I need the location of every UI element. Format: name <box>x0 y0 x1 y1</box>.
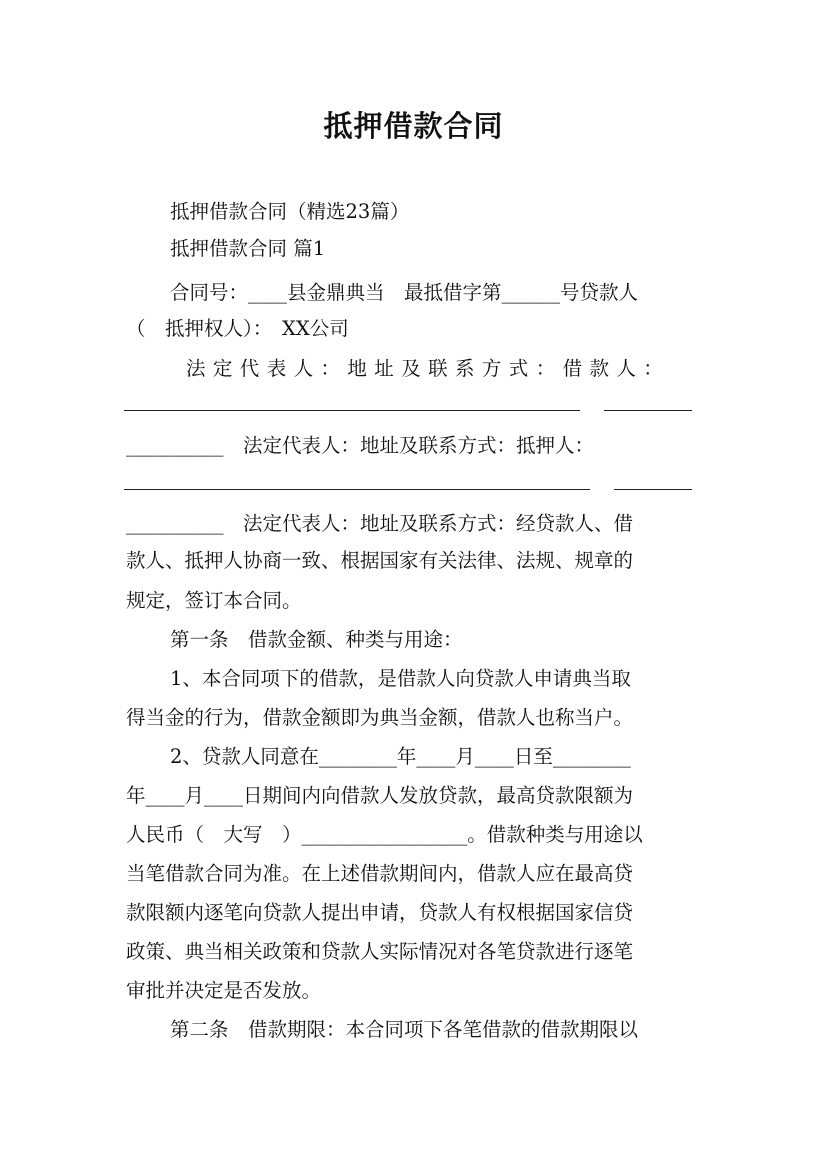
paragraph-line: 得当金的行为，借款金额即为典当金额，借款人也称当户。 <box>126 706 634 729</box>
paragraph-line: 合同号：____县金鼎典当 最抵借字第______号贷款人 <box>170 281 639 304</box>
blank-fill-line <box>124 410 580 411</box>
paragraph-line: 款限额内逐笔向贷款人提出申请，贷款人有权根据国家信贷 <box>126 901 634 924</box>
document-title: 抵押借款合同 <box>323 109 504 143</box>
blank-fill-line <box>614 489 692 490</box>
paragraph-line: 规定，签订本合同。 <box>126 589 302 612</box>
paragraph-line: 政策、典当相关政策和贷款人实际情况对各笔贷款进行逐笔 <box>126 940 634 963</box>
paragraph-line: __________ 法定代表人：地址及联系方式：经贷款人、借 <box>126 512 634 535</box>
paragraph-line: 当笔借款合同为准。在上述借款期间内，借款人应在最高贷 <box>126 862 634 885</box>
article-heading: 第二条 借款期限：本合同项下各笔借款的借款期限以 <box>170 1018 639 1041</box>
paragraph-line: 款人、抵押人协商一致、根据国家有关法律、法规、规章的 <box>126 549 634 572</box>
paragraph-line: __________ 法定代表人：地址及联系方式：抵押人： <box>126 434 595 457</box>
paragraph-line: 年____月____日期间内向借款人发放贷款，最高贷款限额为 <box>126 784 634 807</box>
blank-fill-line <box>124 489 590 490</box>
paragraph-line: 法定代表人：地址及联系方式：借款人： <box>186 357 671 380</box>
paragraph-line: 1、本合同项下的借款，是借款人向贷款人申请典当取 <box>170 667 631 690</box>
paragraph-line: 2、贷款人同意在________年____月____日至________ <box>170 745 631 768</box>
section-heading: 抵押借款合同 篇1 <box>170 237 326 260</box>
subtitle-line: 抵押借款合同（精选23篇） <box>170 200 410 223</box>
paragraph-line: 人民币（ 大写 ）_________________。借款种类与用途以 <box>126 823 643 846</box>
blank-fill-line <box>604 410 692 411</box>
article-heading: 第一条 借款金额、种类与用途： <box>170 628 463 651</box>
paragraph-line: 审批并决定是否发放。 <box>126 979 322 1002</box>
paragraph-line: （ 抵押权人）： XX公司 <box>126 317 349 340</box>
